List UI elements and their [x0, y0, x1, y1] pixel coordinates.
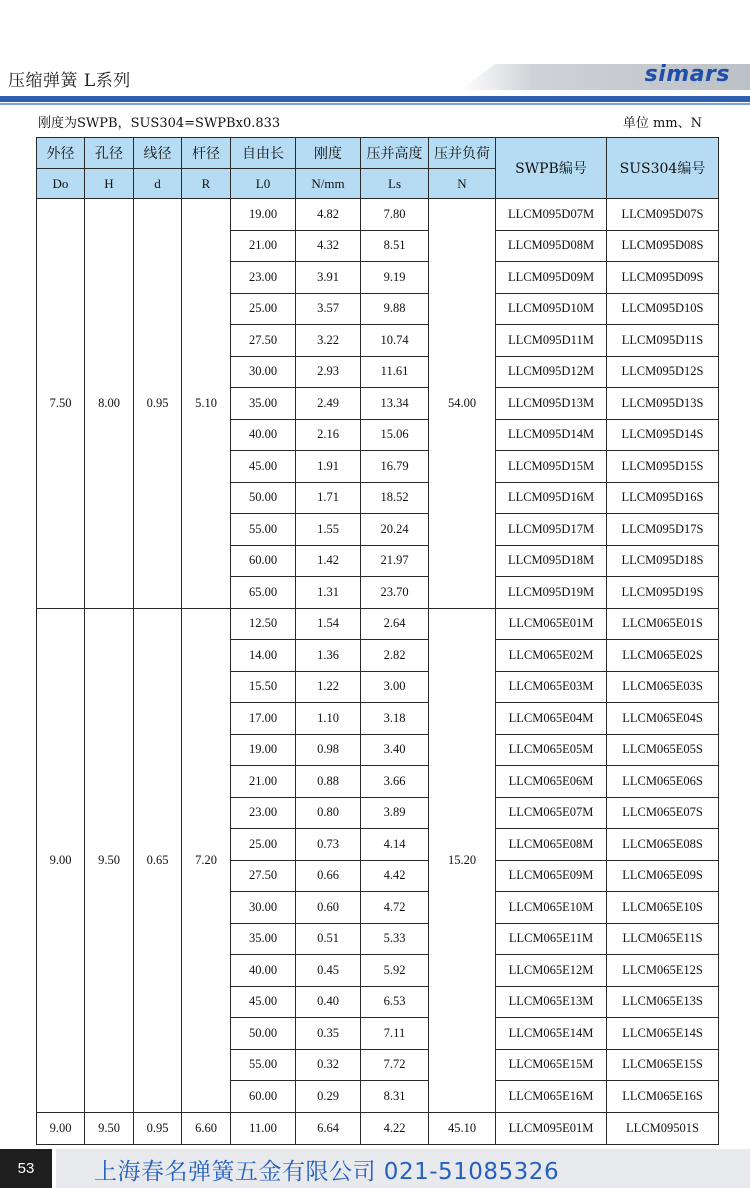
solid-height-cell: 9.88 — [361, 293, 429, 325]
stiffness-cell: 0.32 — [296, 1049, 361, 1081]
solid-height-cell: 4.14 — [361, 829, 429, 861]
solid-height-cell: 7.80 — [361, 199, 429, 231]
stiffness-cell: 0.60 — [296, 892, 361, 924]
free-length-cell: 55.00 — [231, 514, 296, 546]
stiffness-cell: 1.42 — [296, 545, 361, 577]
free-length-cell: 65.00 — [231, 577, 296, 609]
solid-load-cell: 45.10 — [429, 1112, 496, 1144]
free-length-cell: 35.00 — [231, 923, 296, 955]
solid-height-cell: 21.97 — [361, 545, 429, 577]
unit-note: 单位 mm、N — [622, 116, 702, 131]
sus304-code-cell: LLCM065E06S — [607, 766, 719, 798]
sus304-code-cell: LLCM065E11S — [607, 923, 719, 955]
page-header — [0, 56, 750, 108]
wire-diameter-cell: 0.95 — [134, 199, 182, 609]
rod-diameter-cell: 6.60 — [182, 1112, 231, 1144]
swpb-code-cell: LLCM065E02M — [496, 640, 607, 672]
sus304-code-cell: LLCM095D11S — [607, 325, 719, 357]
swpb-code-cell: LLCM095D15M — [496, 451, 607, 483]
solid-height-cell: 3.40 — [361, 734, 429, 766]
sus304-code-cell: LLCM095D08S — [607, 230, 719, 262]
solid-load-cell: 54.00 — [429, 199, 496, 609]
sus304-code-cell: LLCM065E07S — [607, 797, 719, 829]
header-divider — [0, 96, 750, 102]
swpb-code-cell: LLCM095D11M — [496, 325, 607, 357]
swpb-code-cell: LLCM065E10M — [496, 892, 607, 924]
swpb-code-cell: LLCM065E15M — [496, 1049, 607, 1081]
solid-height-cell: 8.31 — [361, 1081, 429, 1113]
free-length-cell: 27.50 — [231, 860, 296, 892]
col-code-l0: L0 — [231, 169, 296, 199]
solid-height-cell: 8.51 — [361, 230, 429, 262]
col-header-outer-diameter: 外径 — [37, 138, 85, 169]
stiffness-cell: 4.32 — [296, 230, 361, 262]
free-length-cell: 30.00 — [231, 892, 296, 924]
free-length-cell: 27.50 — [231, 325, 296, 357]
sus304-code-cell: LLCM065E16S — [607, 1081, 719, 1113]
sus304-code-cell: LLCM09501S — [607, 1112, 719, 1144]
free-length-cell: 40.00 — [231, 419, 296, 451]
stiffness-cell: 2.16 — [296, 419, 361, 451]
solid-height-cell: 15.06 — [361, 419, 429, 451]
swpb-code-cell: LLCM095D17M — [496, 514, 607, 546]
stiffness-cell: 0.40 — [296, 986, 361, 1018]
free-length-cell: 12.50 — [231, 608, 296, 640]
solid-height-cell: 4.42 — [361, 860, 429, 892]
solid-height-cell: 7.72 — [361, 1049, 429, 1081]
col-code-n-per-mm: N/mm — [296, 169, 361, 199]
free-length-cell: 21.00 — [231, 766, 296, 798]
sus304-code-cell: LLCM095D16S — [607, 482, 719, 514]
free-length-cell: 23.00 — [231, 262, 296, 294]
sus304-code-cell: LLCM065E03S — [607, 671, 719, 703]
stiffness-cell: 3.91 — [296, 262, 361, 294]
free-length-cell: 19.00 — [231, 199, 296, 231]
col-header-wire-diameter: 线径 — [134, 138, 182, 169]
solid-height-cell: 5.92 — [361, 955, 429, 987]
solid-height-cell: 11.61 — [361, 356, 429, 388]
swpb-code-cell: LLCM095D07M — [496, 199, 607, 231]
stiffness-cell: 0.98 — [296, 734, 361, 766]
swpb-code-cell: LLCM065E06M — [496, 766, 607, 798]
free-length-cell: 35.00 — [231, 388, 296, 420]
sus304-code-cell: LLCM095D10S — [607, 293, 719, 325]
rod-diameter-cell: 7.20 — [182, 608, 231, 1112]
solid-height-cell: 6.53 — [361, 986, 429, 1018]
free-length-cell: 17.00 — [231, 703, 296, 735]
sus304-code-cell: LLCM065E12S — [607, 955, 719, 987]
swpb-code-cell: LLCM065E05M — [496, 734, 607, 766]
swpb-code-cell: LLCM095D13M — [496, 388, 607, 420]
sus304-code-cell: LLCM065E09S — [607, 860, 719, 892]
free-length-cell: 50.00 — [231, 482, 296, 514]
free-length-cell: 60.00 — [231, 545, 296, 577]
stiffness-cell: 0.45 — [296, 955, 361, 987]
solid-height-cell: 13.34 — [361, 388, 429, 420]
stiffness-cell: 3.57 — [296, 293, 361, 325]
solid-height-cell: 4.22 — [361, 1112, 429, 1144]
col-code-n: N — [429, 169, 496, 199]
free-length-cell: 14.00 — [231, 640, 296, 672]
rod-diameter-cell: 5.10 — [182, 199, 231, 609]
free-length-cell: 30.00 — [231, 356, 296, 388]
stiffness-cell: 0.51 — [296, 923, 361, 955]
sus304-code-cell: LLCM065E10S — [607, 892, 719, 924]
swpb-code-cell: LLCM095D12M — [496, 356, 607, 388]
swpb-code-cell: LLCM095E01M — [496, 1112, 607, 1144]
swpb-code-cell: LLCM065E16M — [496, 1081, 607, 1113]
col-code-r: R — [182, 169, 231, 199]
col-code-d: d — [134, 169, 182, 199]
sus304-code-cell: LLCM065E08S — [607, 829, 719, 861]
solid-height-cell: 7.11 — [361, 1018, 429, 1050]
stiffness-cell: 1.10 — [296, 703, 361, 735]
wire-diameter-cell: 0.65 — [134, 608, 182, 1112]
sus304-code-cell: LLCM095D09S — [607, 262, 719, 294]
swpb-code-cell: LLCM065E03M — [496, 671, 607, 703]
free-length-cell: 25.00 — [231, 293, 296, 325]
sus304-code-cell: LLCM095D15S — [607, 451, 719, 483]
col-header-solid-load: 压并负荷 — [429, 138, 496, 169]
col-header-free-length: 自由长 — [231, 138, 296, 169]
col-header-stiffness: 刚度 — [296, 138, 361, 169]
stiffness-cell: 2.93 — [296, 356, 361, 388]
free-length-cell: 11.00 — [231, 1112, 296, 1144]
swpb-code-cell: LLCM095D09M — [496, 262, 607, 294]
stiffness-cell: 1.22 — [296, 671, 361, 703]
solid-height-cell: 4.72 — [361, 892, 429, 924]
stiffness-note: 刚度为SWPB，SUS304=SWPBx0.833 — [38, 116, 281, 131]
sus304-code-cell: LLCM095D19S — [607, 577, 719, 609]
table-row — [37, 1112, 719, 1144]
col-header-hole-diameter: 孔径 — [85, 138, 134, 169]
col-header-solid-height: 压并高度 — [361, 138, 429, 169]
col-header-sus304-code: SUS304编号 — [607, 138, 719, 199]
swpb-code-cell: LLCM065E09M — [496, 860, 607, 892]
free-length-cell: 55.00 — [231, 1049, 296, 1081]
solid-height-cell: 9.19 — [361, 262, 429, 294]
free-length-cell: 23.00 — [231, 797, 296, 829]
swpb-code-cell: LLCM065E14M — [496, 1018, 607, 1050]
sus304-code-cell: LLCM065E05S — [607, 734, 719, 766]
solid-height-cell: 16.79 — [361, 451, 429, 483]
stiffness-cell: 1.91 — [296, 451, 361, 483]
hole-diameter-cell: 9.50 — [85, 1112, 134, 1144]
stiffness-cell: 0.35 — [296, 1018, 361, 1050]
free-length-cell: 40.00 — [231, 955, 296, 987]
swpb-code-cell: LLCM065E04M — [496, 703, 607, 735]
swpb-code-cell: LLCM095D16M — [496, 482, 607, 514]
solid-height-cell: 3.89 — [361, 797, 429, 829]
stiffness-cell: 0.73 — [296, 829, 361, 861]
col-code-ls: Ls — [361, 169, 429, 199]
sus304-code-cell: LLCM095D14S — [607, 419, 719, 451]
outer-diameter-cell: 9.00 — [37, 1112, 85, 1144]
col-header-rod-diameter: 杆径 — [182, 138, 231, 169]
swpb-code-cell: LLCM065E12M — [496, 955, 607, 987]
swpb-code-cell: LLCM065E07M — [496, 797, 607, 829]
stiffness-cell: 6.64 — [296, 1112, 361, 1144]
solid-height-cell: 2.82 — [361, 640, 429, 672]
page-title: 压缩弹簧 L系列 — [8, 71, 131, 91]
stiffness-cell: 0.66 — [296, 860, 361, 892]
sus304-code-cell: LLCM095D13S — [607, 388, 719, 420]
stiffness-cell: 1.31 — [296, 577, 361, 609]
header-row-cn — [37, 138, 719, 169]
free-length-cell: 19.00 — [231, 734, 296, 766]
sus304-code-cell: LLCM065E02S — [607, 640, 719, 672]
swpb-code-cell: LLCM095D14M — [496, 419, 607, 451]
table-row — [37, 608, 719, 640]
swpb-code-cell: LLCM065E08M — [496, 829, 607, 861]
solid-load-cell: 15.20 — [429, 608, 496, 1112]
solid-height-cell: 3.18 — [361, 703, 429, 735]
header-divider-thin — [0, 103, 750, 105]
page-number: 53 — [0, 1149, 52, 1188]
free-length-cell: 15.50 — [231, 671, 296, 703]
table-row — [37, 199, 719, 231]
stiffness-cell: 2.49 — [296, 388, 361, 420]
stiffness-cell: 1.55 — [296, 514, 361, 546]
stiffness-cell: 1.54 — [296, 608, 361, 640]
spec-table-body — [37, 199, 719, 1145]
col-code-do: Do — [37, 169, 85, 199]
swpb-code-cell: LLCM095D19M — [496, 577, 607, 609]
solid-height-cell: 5.33 — [361, 923, 429, 955]
spring-spec-table — [36, 137, 719, 1145]
solid-height-cell: 3.00 — [361, 671, 429, 703]
swpb-code-cell: LLCM065E13M — [496, 986, 607, 1018]
page-footer — [0, 1149, 750, 1188]
swpb-code-cell: LLCM065E01M — [496, 608, 607, 640]
col-code-h: H — [85, 169, 134, 199]
swpb-code-cell: LLCM095D18M — [496, 545, 607, 577]
stiffness-cell: 1.36 — [296, 640, 361, 672]
hole-diameter-cell: 8.00 — [85, 199, 134, 609]
swpb-code-cell: LLCM095D10M — [496, 293, 607, 325]
free-length-cell: 45.00 — [231, 986, 296, 1018]
stiffness-cell: 0.88 — [296, 766, 361, 798]
free-length-cell: 21.00 — [231, 230, 296, 262]
solid-height-cell: 2.64 — [361, 608, 429, 640]
stiffness-cell: 4.82 — [296, 199, 361, 231]
free-length-cell: 45.00 — [231, 451, 296, 483]
solid-height-cell: 18.52 — [361, 482, 429, 514]
brand-logo: simars — [644, 62, 730, 87]
outer-diameter-cell: 9.00 — [37, 608, 85, 1112]
sus304-code-cell: LLCM065E01S — [607, 608, 719, 640]
solid-height-cell: 10.74 — [361, 325, 429, 357]
outer-diameter-cell: 7.50 — [37, 199, 85, 609]
sus304-code-cell: LLCM095D12S — [607, 356, 719, 388]
stiffness-cell: 0.80 — [296, 797, 361, 829]
hole-diameter-cell: 9.50 — [85, 608, 134, 1112]
free-length-cell: 50.00 — [231, 1018, 296, 1050]
stiffness-cell: 3.22 — [296, 325, 361, 357]
company-contact: 上海春名弹簧五金有限公司 021-51085326 — [94, 1159, 560, 1185]
solid-height-cell: 3.66 — [361, 766, 429, 798]
sus304-code-cell: LLCM065E14S — [607, 1018, 719, 1050]
sus304-code-cell: LLCM095D07S — [607, 199, 719, 231]
sus304-code-cell: LLCM065E04S — [607, 703, 719, 735]
stiffness-cell: 0.29 — [296, 1081, 361, 1113]
swpb-code-cell: LLCM065E11M — [496, 923, 607, 955]
sus304-code-cell: LLCM065E13S — [607, 986, 719, 1018]
sus304-code-cell: LLCM095D18S — [607, 545, 719, 577]
sus304-code-cell: LLCM065E15S — [607, 1049, 719, 1081]
solid-height-cell: 20.24 — [361, 514, 429, 546]
stiffness-cell: 1.71 — [296, 482, 361, 514]
sus304-code-cell: LLCM095D17S — [607, 514, 719, 546]
free-length-cell: 25.00 — [231, 829, 296, 861]
solid-height-cell: 23.70 — [361, 577, 429, 609]
swpb-code-cell: LLCM095D08M — [496, 230, 607, 262]
wire-diameter-cell: 0.95 — [134, 1112, 182, 1144]
col-header-swpb-code: SWPB编号 — [496, 138, 607, 199]
free-length-cell: 60.00 — [231, 1081, 296, 1113]
